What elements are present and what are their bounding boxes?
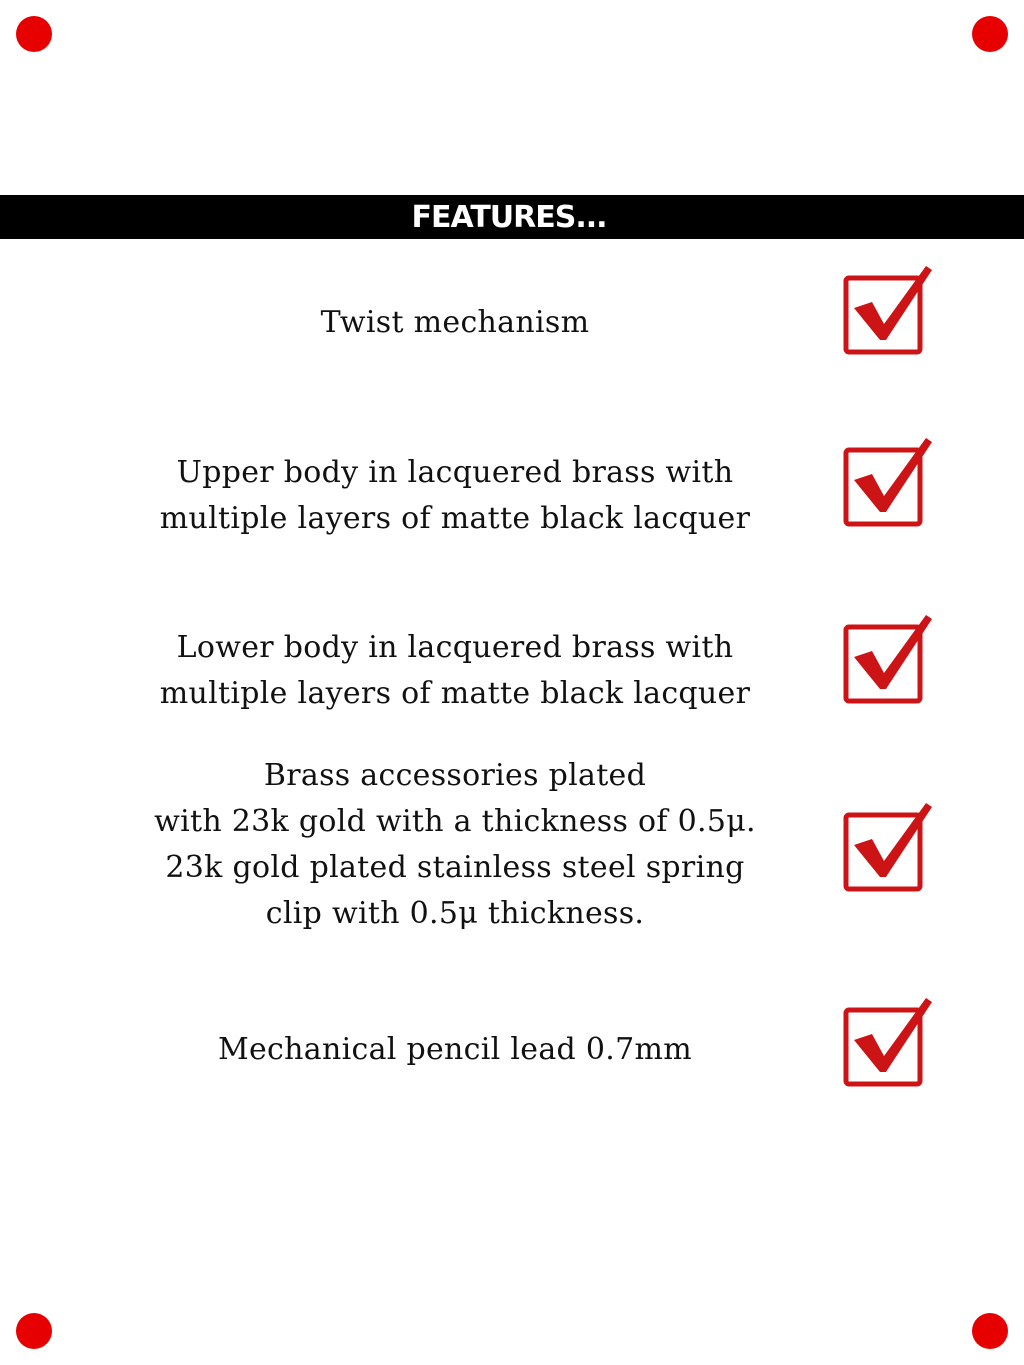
features-header-bar <box>0 195 1024 239</box>
checked-box-icon <box>838 262 938 362</box>
features-title: FEATURES... <box>411 199 607 235</box>
corner-dot-bottom-left <box>16 1313 52 1349</box>
corner-dot-bottom-right <box>972 1313 1008 1349</box>
feature-text-lower-body: Lower body in lacquered brass with multiple layers of matte black lacquer <box>159 630 751 711</box>
corner-dot-top-right <box>972 16 1008 52</box>
feature-text-twist-mechanism: Twist mechanism <box>320 305 590 340</box>
feature-text-upper-body: Upper body in lacquered brass with multiple layers of matte black lacquer <box>159 455 751 536</box>
checked-box-icon <box>838 994 938 1094</box>
feature-text-brass-accessories: Brass accessories plated with 23k gold with a thickness of 0.5μ. 23k gold plated stainless steel spring clip with 0.5μ thickness. <box>154 758 756 931</box>
checked-box-icon <box>838 799 938 899</box>
corner-dot-top-left <box>16 16 52 52</box>
feature-text-pencil-lead: Mechanical pencil lead 0.7mm <box>217 1032 692 1067</box>
checked-box-icon <box>838 611 938 711</box>
checked-box-icon <box>838 434 938 534</box>
